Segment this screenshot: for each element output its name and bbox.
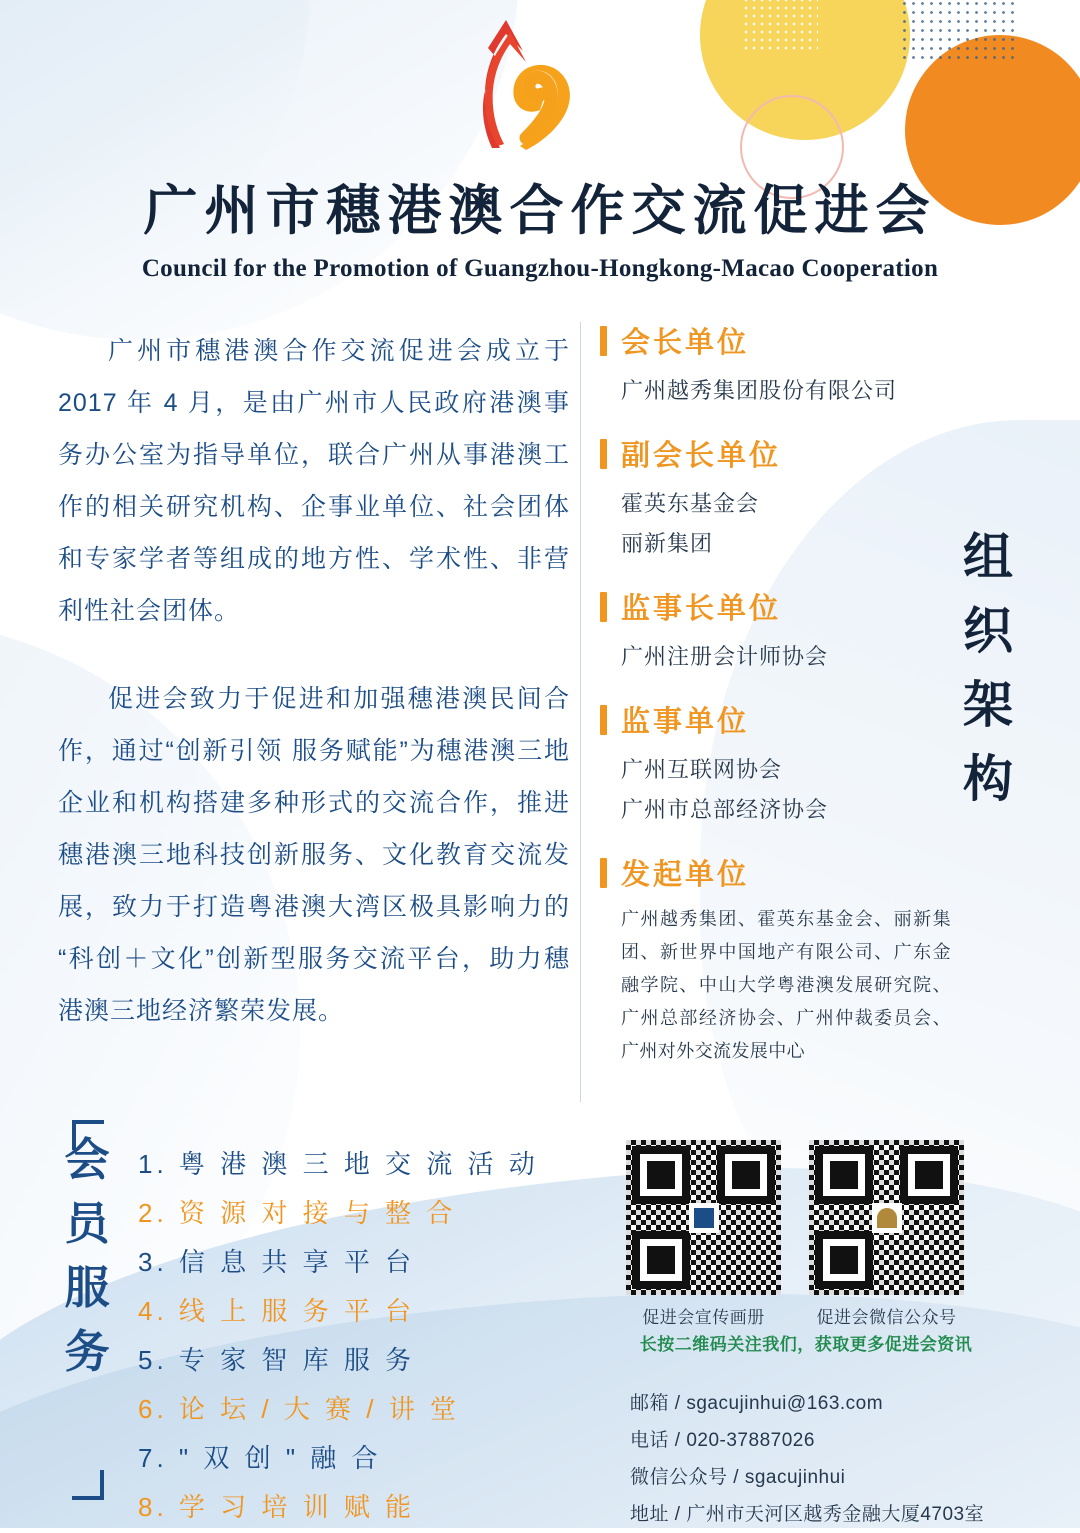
member-services-vertical-label [48, 1128, 126, 1384]
accent-bar-icon [600, 592, 607, 622]
service-label: 专 家 智 库 服 务 [178, 1345, 416, 1375]
list-item [138, 1434, 568, 1483]
org-section-vice-president [600, 433, 960, 564]
org-section-header [600, 433, 960, 474]
qr-finder-icon [717, 1146, 775, 1204]
qr-code-icon[interactable] [809, 1140, 964, 1295]
page-title-cn: 广州市穗港澳合作交流促进会 [143, 181, 937, 241]
vertical-char: 组 [963, 529, 1015, 585]
org-section-header [600, 852, 960, 893]
vertical-char: 务 [64, 1326, 110, 1377]
service-label: 线 上 服 务 平 台 [178, 1296, 416, 1326]
list-item [138, 1189, 568, 1238]
org-member: 广州越秀集团股份有限公司 [621, 378, 898, 403]
list-item [138, 1140, 568, 1189]
service-label: 粤 港 澳 三 地 交 流 活 动 [178, 1149, 539, 1179]
accent-bar-icon [600, 439, 607, 469]
organization-structure [600, 320, 960, 1090]
contact-email: 邮箱 / sgacujinhui@163.com [630, 1393, 884, 1414]
org-section-chief-supervisor [600, 586, 960, 677]
vertical-char: 服 [64, 1262, 110, 1313]
org-section-header [600, 320, 960, 361]
dot-grid-decoration [900, 0, 1020, 60]
list-item [138, 1483, 568, 1532]
vertical-char: 会 [64, 1134, 110, 1185]
qr-code-group [626, 1140, 964, 1328]
introduction-text [58, 325, 570, 1073]
qr-finder-icon [632, 1231, 690, 1289]
service-number: 8. [138, 1492, 168, 1522]
qr-finder-icon [900, 1146, 958, 1204]
org-section-supervisor [600, 699, 960, 830]
org-section-title: 发起单位 [621, 859, 750, 891]
qr-caption: 促进会微信公众号 [816, 1308, 957, 1327]
service-number: 2. [138, 1198, 168, 1228]
contact-wechat: 微信公众号 / sgacujinhui [630, 1467, 846, 1488]
intro-paragraph-2: 促进会致力于促进和加强穗港澳民间合作，通过“创新引领 服务赋能”为穗港澳三地企业和机构搭建多种形式的交流合作，推进穗港澳三地科技创新服务、文化教育交流发展，致力于打造粤港澳大湾区极具影响力的“科创＋文化”创新型服务交流平台，助力穗港澳三地经济繁荣发展。 [58, 685, 570, 1025]
qr-finder-icon [632, 1146, 690, 1204]
intro-paragraph-1: 广州市穗港澳合作交流促进会成立于 2017 年 4 月，是由广州市人民政府港澳事务办公室为指导单位，联合广州从事港澳工作的相关研究机构、企事业单位、社会团体和专家学者等组成的地方性、学术性、非营利性社会团体。 [58, 337, 570, 625]
title-block [0, 168, 1080, 283]
qr-finder-icon [815, 1231, 873, 1289]
org-member: 广州注册会计师协会 [621, 644, 829, 669]
qr-finder-icon [815, 1146, 873, 1204]
qr-instruction-text: 长按二维码关注我们，获取更多促进会资讯 [639, 1335, 973, 1354]
org-section-title: 监事单位 [621, 706, 750, 738]
qr-code-wechat[interactable] [809, 1140, 964, 1328]
service-label: 论 坛 / 大 赛 / 讲 堂 [178, 1394, 460, 1424]
contact-info [630, 1385, 984, 1533]
bracket-bottom-decoration [72, 1470, 104, 1500]
service-label: 信 息 共 享 平 台 [178, 1247, 416, 1277]
org-section-founders [600, 852, 960, 1068]
flame-arrow-logo-icon [430, 18, 610, 163]
org-member: 广州互联网协会 [621, 757, 783, 782]
member-services-list [138, 1140, 568, 1532]
service-number: 5. [138, 1345, 168, 1375]
org-section-title: 会长单位 [621, 327, 750, 359]
service-label: " 双 创 " 融 合 [178, 1443, 382, 1473]
service-number: 6. [138, 1394, 168, 1424]
qr-code-icon[interactable] [626, 1140, 781, 1295]
founders-text: 广州越秀集团、霍英东基金会、丽新集团、新世界中国地产有限公司、广东金融学院、中山大学粤港澳发展研究院、广州总部经济协会、广州仲裁委员会、广州对外交流发展中心 [621, 909, 951, 1061]
vertical-char: 架 [963, 677, 1015, 733]
vertical-char: 员 [64, 1198, 110, 1249]
accent-bar-icon [600, 705, 607, 735]
service-number: 1. [138, 1149, 168, 1179]
accent-bar-icon [600, 326, 607, 356]
org-section-header [600, 699, 960, 740]
org-section-header [600, 586, 960, 627]
org-member: 霍英东基金会 [621, 491, 760, 516]
list-item [138, 1238, 568, 1287]
org-member: 广州市总部经济协会 [621, 797, 829, 822]
org-section-president [600, 320, 960, 411]
dot-grid-decoration-2 [742, 0, 818, 50]
list-item [138, 1336, 568, 1385]
page-title-en: Council for the Promotion of Guangzhou-Hongkong-Macao Cooperation [141, 255, 939, 282]
service-label: 资 源 对 接 与 整 合 [178, 1198, 457, 1228]
list-item [138, 1287, 568, 1336]
contact-phone: 电话 / 020-37887026 [630, 1430, 815, 1451]
service-label: 学 习 培 训 赋 能 [178, 1492, 416, 1522]
org-structure-vertical-label [952, 520, 1026, 816]
vertical-char: 织 [963, 603, 1015, 659]
accent-bar-icon [600, 858, 607, 888]
qr-logo-icon [872, 1203, 902, 1233]
org-section-title: 副会长单位 [621, 440, 782, 472]
vertical-divider [580, 322, 581, 1102]
service-number: 4. [138, 1296, 168, 1326]
contact-address: 地址 / 广州市天河区越秀金融大厦4703室 [630, 1504, 985, 1525]
service-number: 3. [138, 1247, 168, 1277]
qr-caption: 促进会宣传画册 [642, 1308, 765, 1327]
qr-logo-icon [689, 1203, 719, 1233]
org-section-title: 监事长单位 [621, 593, 782, 625]
list-item [138, 1385, 568, 1434]
org-member: 丽新集团 [621, 531, 714, 556]
service-number: 7. [138, 1443, 168, 1473]
vertical-char: 构 [963, 751, 1015, 807]
qr-code-brochure[interactable] [626, 1140, 781, 1328]
